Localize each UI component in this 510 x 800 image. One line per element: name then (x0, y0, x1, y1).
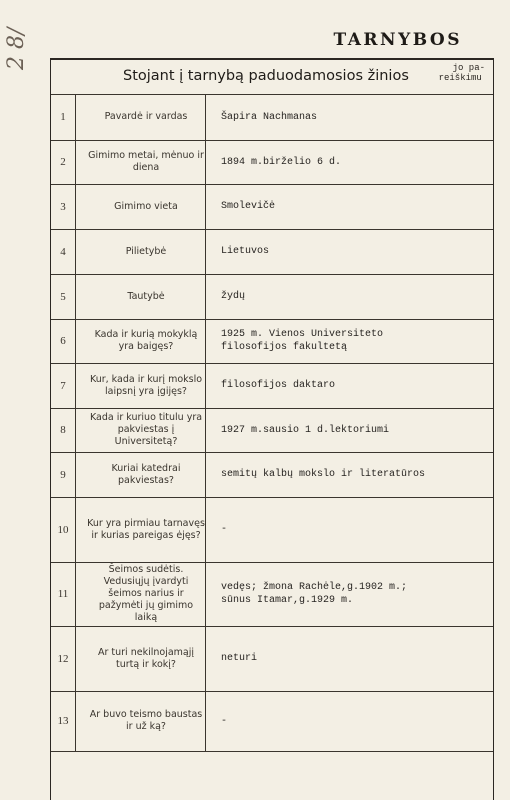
row-value: vedęs; žmona Rachėle,g.1902 m.; sūnus Itamar,g.1929 m. (221, 582, 408, 606)
row-number: 9 (60, 468, 66, 481)
column-divider (75, 363, 76, 408)
page-title: TARNYBOS (333, 30, 462, 50)
handwritten-margin-note: 2 8/ (4, 27, 29, 70)
column-divider (75, 94, 76, 140)
column-divider (205, 691, 206, 751)
form-table (50, 58, 494, 800)
row-value: - (221, 715, 228, 727)
column-divider (75, 497, 76, 562)
column-divider (205, 319, 206, 363)
form-row (51, 452, 493, 497)
row-divider (51, 751, 493, 752)
row-number: 11 (57, 588, 69, 600)
row-label: Kada ir kurią mokyklą yra baigęs? (94, 329, 198, 352)
form-row (51, 363, 493, 408)
column-divider (205, 452, 206, 497)
row-label: Kuriai katedrai pakviestas? (111, 462, 181, 486)
form-row (51, 229, 493, 274)
form-row (51, 94, 493, 140)
row-label: Pilietybė (125, 245, 167, 257)
row-number: 5 (60, 290, 66, 303)
column-divider (75, 408, 76, 452)
column-divider (75, 140, 76, 184)
row-label: Gimimo vieta (114, 200, 178, 212)
row-value: Šapira Nachmanas (221, 111, 318, 123)
row-number: 3 (60, 200, 66, 213)
row-label: Gimimo metai, mėnuo ir diena (88, 150, 204, 173)
row-value: 1925 m. Vienos Universiteto filosofijos fakultetą (221, 329, 384, 353)
column-divider (205, 363, 206, 408)
form-row (51, 184, 493, 229)
row-number: 12 (57, 652, 69, 665)
form-row (51, 408, 493, 452)
column-divider (205, 140, 206, 184)
form-subtitle: Stojant į tarnybą paduodamosios žinios (123, 68, 409, 84)
column-divider (205, 626, 206, 691)
column-divider (75, 184, 76, 229)
row-value: - (221, 524, 228, 535)
form-subtitle-extra (439, 63, 485, 83)
column-divider (205, 562, 206, 626)
form-row (51, 497, 493, 562)
row-label: Tautybė (127, 290, 165, 302)
row-label: Kada ir kuriuo titulu yra pakviestas į Universitetą? (89, 412, 203, 447)
form-subtitle-extra-line2: reiškimu (438, 73, 482, 83)
row-label: Ar turi nekilnojamąjį turtą ir kokį? (97, 646, 195, 670)
row-number: 8 (60, 424, 66, 436)
column-divider (75, 229, 76, 274)
form-row (51, 562, 493, 626)
column-divider (205, 497, 206, 562)
row-value: 1927 m.sausio 1 d.lektoriumi (221, 424, 390, 436)
form-row (51, 626, 493, 691)
row-value: 1894 m.birželio 6 d. (221, 156, 342, 168)
row-label: Kur yra pirmiau tarnavęs ir kurias pareigas ėjęs? (87, 517, 205, 541)
row-label: Pavardė ir vardas (104, 111, 188, 122)
row-label: Kur, kada ir kurį mokslo laipsnį yra įgijęs? (89, 373, 203, 397)
form-subtitle-row (51, 60, 493, 94)
row-number: 2 (60, 156, 66, 168)
row-number: 1 (60, 111, 66, 123)
row-value: semitų kalbų mokslo ir literatūros (221, 469, 426, 480)
row-value: Smolevičė (221, 201, 276, 212)
column-divider (205, 274, 206, 319)
row-label: Šeimos sudėtis. Vedusiųjų įvardyti šeimos narius ir pažymėti jų gimimo laiką (98, 564, 194, 623)
row-value: Lietuvos (221, 246, 270, 257)
form-row (51, 691, 493, 751)
column-divider (75, 626, 76, 691)
row-number: 10 (57, 523, 69, 536)
row-number: 6 (60, 335, 66, 347)
row-number: 4 (60, 245, 66, 258)
column-divider (205, 229, 206, 274)
form-subtitle-extra-line1: jo pa- (452, 63, 485, 73)
column-divider (205, 408, 206, 452)
row-value: žydų (221, 291, 246, 302)
row-label: Ar buvo teismo baustas ir už ką? (89, 709, 203, 732)
row-number: 13 (57, 715, 69, 727)
row-value: neturi (221, 653, 258, 664)
row-number: 7 (60, 379, 66, 392)
column-divider (75, 319, 76, 363)
column-divider (75, 274, 76, 319)
form-row (51, 140, 493, 184)
form-row (51, 319, 493, 363)
column-divider (205, 94, 206, 140)
column-divider (75, 452, 76, 497)
column-divider (75, 562, 76, 626)
column-divider (205, 184, 206, 229)
form-row (51, 274, 493, 319)
row-value: filosofijos daktaro (221, 380, 336, 391)
column-divider (75, 691, 76, 751)
